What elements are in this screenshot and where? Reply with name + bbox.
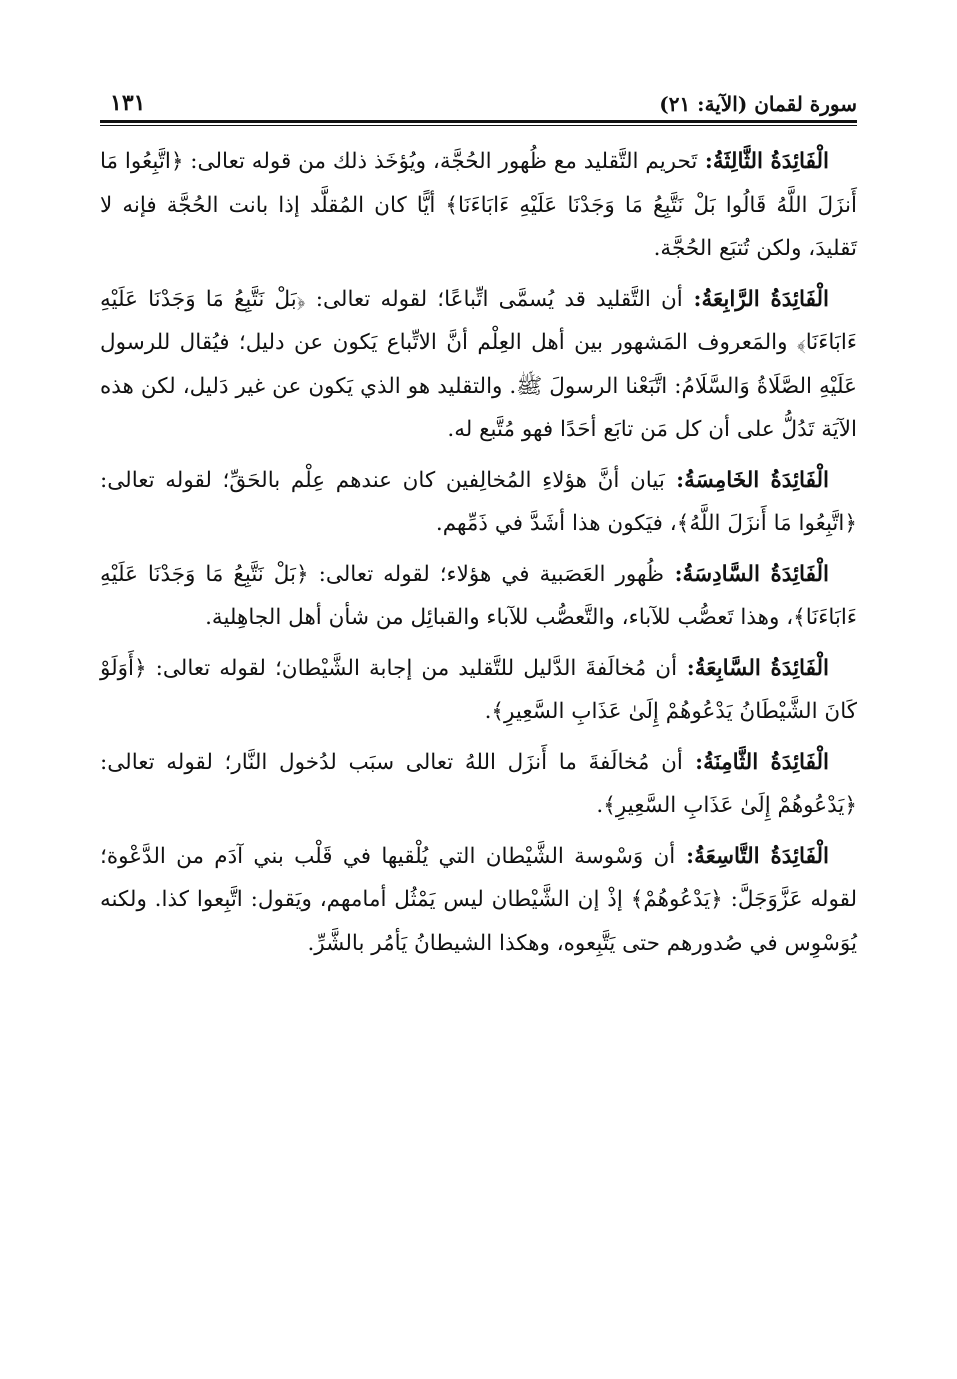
benefit-text: أن مُخالَفةَ ما أَنزَل اللهُ تعالى سبَب لدُخول النَّار؛ لقوله تعالى: ﴿يَدْعُوهُمْ إِلَىٰ عَذَابِ السَّعِيرِ﴾. [100,749,857,818]
benefit-paragraph-7: الْفَائِدَةُ السَّابِعَةُ: أن مُخالَفةَ الدَّليل للتَّقليد من إجابة الشَّيْطان؛ لقوله تعالى: ﴿أَوَلَوْ كَانَ الشَّيْطَانُ يَدْعُوهُمْ إِلَىٰ عَذَابِ السَّعِيرِ﴾. [100,655,857,724]
page-body [100,140,857,972]
page-number: ١٣١ [110,90,146,116]
benefit-heading: الْفَائِدَةُ الرَّابِعَةُ [701,286,829,312]
benefit-heading: الْفَائِدَةُ السَّابِعَةُ [694,655,830,681]
benefit-heading: الْفَائِدَةُ الخَامِسَةُ [684,467,830,493]
benefit-paragraph-5: الْفَائِدَةُ الخَامِسَةُ: بَيان أنَّ هؤلاءِ المُخالِفين كان عندهم عِلْم بالحَقِّ؛ لقوله تعالى: ﴿اتَّبِعُوا مَا أَنزَلَ اللَّهُ﴾، فيَكون هذا أشَدَّ في ذَمِّهم. [100,467,857,536]
header-rule-thick [100,120,857,123]
benefit-text: بَيان أنَّ هؤلاءِ المُخالِفين كان عندهم عِلْم بالحَقِّ؛ لقوله تعالى: ﴿اتَّبِعُوا مَا أَنزَلَ اللَّهُ﴾، فيَكون هذا أشَدَّ في ذَمِّهم. [100,467,857,536]
benefit-text: أن التَّقليد قد يُسمَّى اتِّباعًا؛ لقوله تعالى: ﴿بَلْ نَتَّبِعُ مَا وَجَدْنَا عَلَيْهِ ءَابَاءَنَا﴾ والمَعروف المَشهور بين أهل العِلْم أنَّ الاتِّباع يَكون عن دليل؛ فيُقال للرسول عَلَيْهِ الصَّلَاةُ وَالسَّلَامُ: اتَّبَعْنا الرسولَ ﷺ. والتقليد هو الذي يَكون عن غير دَليل، لكن هذه الآيَة تَدُلُّ على أن كل مَن تابَع أحَدًا فهو مُتَّبع له. [100,286,857,442]
benefit-heading: الْفَائِدَةُ السَّادِسَةُ [682,561,830,587]
running-header-title: سورة لقمان (الآية: ٢١) [659,92,857,116]
benefit-text: أن مُخالَفةَ الدَّليل للتَّقليد من إجابة الشَّيْطان؛ لقوله تعالى: ﴿أَوَلَوْ كَانَ الشَّيْطَانُ يَدْعُوهُمْ إِلَىٰ عَذَابِ السَّعِيرِ﴾. [100,655,857,724]
benefit-paragraph-6: الْفَائِدَةُ السَّادِسَةُ: ظُهور العَصَبية في هؤلاء؛ لقوله تعالى: ﴿بَلْ نَتَّبِعُ مَا وَجَدْنَا عَلَيْهِ ءَابَاءَنَا﴾، وهذا تَعصُّب للآباء، والتَّعصُّب للآباء والقبائِل من شأن أهل الجاهِلية. [100,561,857,630]
header-rule-thin [100,125,857,126]
benefit-text: تَحريم التَّقليد مع ظُهور الحُجَّة، ويُؤخَذ ذلك من قوله تعالى: ﴿اتَّبِعُوا مَا أَنزَلَ اللَّهُ قَالُوا بَلْ نَتَّبِعُ مَا وَجَدْنَا عَلَيْهِ ءَابَاءَنَا﴾ أيًّا كان المُقلَّد إذا بانت الحُجَّة فإنه لا تَقليدَ، ولكن تُتبَع الحُجَّة. [100,149,857,261]
benefit-paragraph-3: الْفَائِدَةُ الثَّالِثَةُ: تَحريم التَّقليد مع ظُهور الحُجَّة، ويُؤخَذ ذلك من قوله تعالى: ﴿اتَّبِعُوا مَا أَنزَلَ اللَّهُ قَالُوا بَلْ نَتَّبِعُ مَا وَجَدْنَا عَلَيْهِ ءَابَاءَنَا﴾ أيًّا كان المُقلَّد إذا بانت الحُجَّة فإنه لا تَقليدَ، ولكن تُتبَع الحُجَّة. [100,149,857,261]
benefit-heading: الْفَائِدَةُ الثَّامِنَةُ [703,749,830,775]
benefit-paragraph-4: الْفَائِدَةُ الرَّابِعَةُ: أن التَّقليد قد يُسمَّى اتِّباعًا؛ لقوله تعالى: ﴿بَلْ نَتَّبِعُ مَا وَجَدْنَا عَلَيْهِ ءَابَاءَنَا﴾ والمَعروف المَشهور بين أهل العِلْم أنَّ الاتِّباع يَكون عن دليل؛ فيُقال للرسول عَلَيْهِ الصَّلَاةُ وَالسَّلَامُ: اتَّبَعْنا الرسولَ ﷺ. والتقليد هو الذي يَكون عن غير دَليل، لكن هذه الآيَة تَدُلُّ على أن كل مَن تابَع أحَدًا فهو مُتَّبع له. [100,286,857,442]
benefit-paragraph-8: الْفَائِدَةُ الثَّامِنَةُ: أن مُخالَفةَ ما أَنزَل اللهُ تعالى سبَب لدُخول النَّار؛ لقوله تعالى: ﴿يَدْعُوهُمْ إِلَىٰ عَذَابِ السَّعِيرِ﴾. [100,749,857,818]
benefit-text: أن وَسْوسة الشَّيْطان التي يُلْقيها في قَلْب بني آدَم من الدَّعْوة؛ لقوله عَزَّوَجَلَّ: ﴿يَدْعُوهُمْ﴾ إذْ إن الشَّيْطان ليس يَمْثُل أمامهم، ويَقول: اتَّبِعوا كذا. ولكنه يُوَسْوِس في صُدورهم حتى يَتَّبِعوه، وهكذا الشيطانُ يَأمُر بالشَّرِّ. [100,843,857,956]
benefit-heading: الْفَائِدَةُ الثَّالِثَةُ [712,149,830,174]
benefit-paragraph-9: الْفَائِدَةُ التَّاسِعَةُ: أن وَسْوسة الشَّيْطان التي يُلْقيها في قَلْب بني آدَم من الدَّعْوة؛ لقوله عَزَّوَجَلَّ: ﴿يَدْعُوهُمْ﴾ إذْ إن الشَّيْطان ليس يَمْثُل أمامهم، ويَقول: اتَّبِعوا كذا. ولكنه يُوَسْوِس في صُدورهم حتى يَتَّبِعوه، وهكذا الشيطانُ يَأمُر بالشَّرِّ. [100,843,857,956]
benefit-text: ظُهور العَصَبية في هؤلاء؛ لقوله تعالى: ﴿بَلْ نَتَّبِعُ مَا وَجَدْنَا عَلَيْهِ ءَابَاءَنَا﴾، وهذا تَعصُّب للآباء، والتَّعصُّب للآباء والقبائِل من شأن أهل الجاهِلية. [100,561,857,630]
benefit-heading: الْفَائِدَةُ التَّاسِعَةُ [694,843,830,869]
page-header [100,86,857,126]
